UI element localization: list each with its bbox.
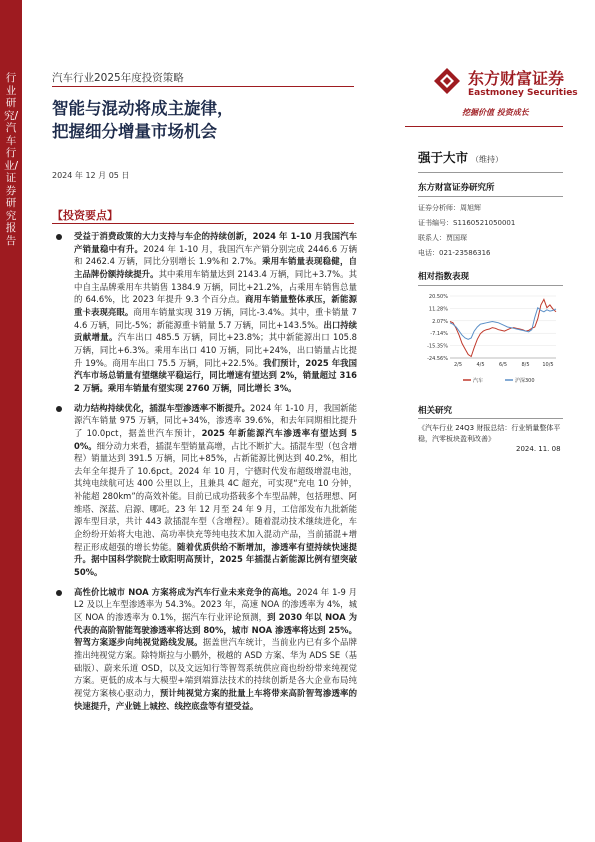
brand-name-en: Eastmoney Securities [468,88,578,98]
highlight-text: 2024 年 1-10 月，我国汽车产销分别完成 2446.6 万辆和 2462.4 万辆，同比分别增长 1.9%和 2.7%。 [74,243,357,267]
y-tick-label: 2.07% [432,318,448,325]
report-type: 汽车行业2025年度投资策略 [52,72,184,84]
investment-highlights-heading [52,204,354,224]
x-tick-label: 6/5 [498,362,508,368]
y-tick-label: -24.56% [427,356,448,362]
divider [418,196,563,197]
legend-label: 汽车 [473,378,484,384]
brand-slogan: 挖掘价值 投资成长 [462,108,529,117]
institute-name: 东方财富证券研究所 [418,183,495,193]
side-category-label: 行业研究/汽车行业/证券研究报告 [3,72,19,247]
report-title [52,97,352,143]
highlight-bold-text: 受益于消费政策的大力支持与车企的持续创新，2024 年 1-10 月我国汽车产销量稳中有升。 [74,231,357,254]
series-line-1 [450,308,556,340]
related-research-date: 2024. 11. 08 [516,445,561,453]
highlight-bold-text: 商用车销量整体承压，新能源重卡表现亮眼。 [74,294,357,317]
highlight-bold-text: 我们预计，2025 年我国汽车市场总销量有望继续平稳运行，同比增速有望达到 2%，销量超过 3162 万辆。乘用车销量有望实现 2760 万辆，同比增长 3%。 [74,357,358,393]
highlight-bold-text: 2025 年新能源汽车渗透率有望达到 50%。 [74,427,358,451]
highlight-text: 其中乘用车销量达到 2143.4 万辆，同比+3.7%。其中自主品牌乘用车共销售 1384.9 万辆，同比+21.2%，占乘用车销售总量的 64.6%，比 2023 年提升 9.3 个百分点。 [74,268,358,305]
title-line-1: 智能与混动将成主旋律， [52,99,234,118]
divider [418,418,563,419]
contact-person: 联系人：贾国琛 [418,234,467,242]
y-tick-label: 20.50% [428,294,448,300]
brand-mark-icon [432,66,462,96]
bullet-dot-icon [56,406,62,412]
bullet-dot-icon [56,234,62,240]
x-tick-label: 10/5 [542,362,554,368]
highlight-bullet [52,402,357,579]
investment-highlights [52,230,357,719]
contact-phone: 电话：021-23586316 [418,249,491,257]
legend-label: 沪深300 [515,378,535,384]
y-tick-label: 11.28% [428,306,448,313]
highlight-bold-text: 动力结构持续优化，插混车型渗透率不断提升。 [74,402,251,413]
rating-label: 强于大市 [418,150,469,165]
highlight-bold-text: 出口持续贡献增量。 [74,319,357,343]
highlight-text: 细分动力来看，插混车型销量高增，占比不断扩大。插混车型（包含增程）销量达到 391.5 万辆，同比+85%，占新能源比例达到 40.2%，相比去年全年提升了 10.6pct。2024 年 10 月，宁德时代发布超级增混电池，其纯电续航可达 400 公里以上，且兼具 4C 超充，可实现“充电 10 分钟，补能超 280km”的高效补能。目前已成功搭载多个车型品牌，包括理想、阿维塔、深蓝、启源、哪吒。23 年 12 月至 24 年 9 月，工信部发布九批新能源车型目录，共计 443 款插混车型（含增程）。随着混动技术继续进化，车企纷纷开始将大电池、高功率快充等纯电技术加入混动产品，当前插混+增程正形成超强的增长势能。 [74,440,358,552]
brand-name-cn: 东方财富证券 [468,69,565,88]
y-tick-label: -15.35% [427,343,448,350]
highlight-text: 2024 年 1-9 月 L2 及以上车型渗透率为 54.3%。2023 年，高速 NOA 的渗透率为 4%，城区 NOA 的渗透率为 0.1%，据汽车行业评论预测， [74,586,357,623]
highlight-bold-text: 高性价比城市 NOA 方案将成为汽车行业未来竞争的高地。 [74,586,297,597]
related-research-heading: 相关研究 [418,406,453,416]
section-heading-text: 【投资要点】 [52,209,118,222]
x-tick-label: 2/5 [453,362,463,368]
highlight-text: 2024 年 1-10 月，我国新能源汽车销量 975 万辆，同比+34%，渗透率 39.6%，和去年同期相比提升了 10.0pct，据盖世汽车预计， [74,402,358,438]
relative-index-chart [418,288,566,388]
highlight-text: 据盖世汽车统计，当前业内已有多个品牌推出纯视觉方案。除特斯拉与小鹏外，极越的 ASD 方案、华为 ADS SE（基础版）、蔚来乐道 OSD，以及文远知行等智驾系统供应商也纷纷带来纯视觉方案。更低的成本与大模型+端到端算法技术的持续创新是各大企业布局纯视觉方案核心驱动力， [74,637,358,698]
rating-sub: （维持） [471,155,504,164]
title-line-2: 把握细分增量市场机会 [52,122,217,141]
bullet-dot-icon [56,590,62,596]
highlight-bold-text: 预计纯视觉方案的批量上车将带来高阶智驾渗透率的快速提升，产业链上城控、线控底盘等有望受益。 [74,687,358,711]
highlight-bold-text: 随着优质供给不断增加，渗透率有望持续快速提升。据中国科学院院士欧阳明高预计，2025 年插混占新能源比例有望突破 50%。 [74,541,357,578]
header-divider [52,86,354,87]
divider [418,172,563,173]
series-line-0 [450,299,556,356]
x-tick-label: 8/5 [521,362,530,368]
highlight-bold-text: 到 2030 年以 NOA 为代表的高阶智能驾驶渗透率将达到 80%，城市 NOA 渗透率将达到 25%。智驾方案逐步向纯视觉路线发展。 [74,612,357,648]
highlight-bullet [52,230,357,395]
certificate-number: 证书编号：S1160521050001 [418,219,516,227]
analyst-name: 证券分析师：周旭辉 [418,204,481,212]
industry-rating [418,148,503,166]
right-header-divider [405,126,563,127]
x-tick-label: 4/5 [476,362,485,368]
report-date: 2024 年 12 月 05 日 [52,171,130,180]
divider [418,285,563,286]
highlight-bold-text: 乘用车销量表现稳健，自主品牌份额持续提升。 [74,256,357,279]
highlight-text: 汽车出口 485.5 万辆，同比+23.8%；其中新能源出口 105.8 万辆，同比+6.3%。乘用车出口 410 万辆，同比+24%，出口销量占比提升 19%。商用车出口 75.5 万辆，同比+22.5%。 [74,332,358,368]
highlight-bullet [52,586,357,713]
index-performance-heading: 相对指数表现 [418,272,470,282]
highlight-text: 商用车销量实现 319 万辆，同比-3.4%。其中，重卡销量 74.6 万辆，同比-5%；新能源重卡销量 5.7 万辆，同比+143.5%。 [74,306,358,330]
related-research-item[interactable]: 《汽车行业 24Q3 财报总结：行业销量整体平稳，汽零板块盈利改善》 [418,424,561,443]
y-tick-label: -7.14% [430,331,448,338]
